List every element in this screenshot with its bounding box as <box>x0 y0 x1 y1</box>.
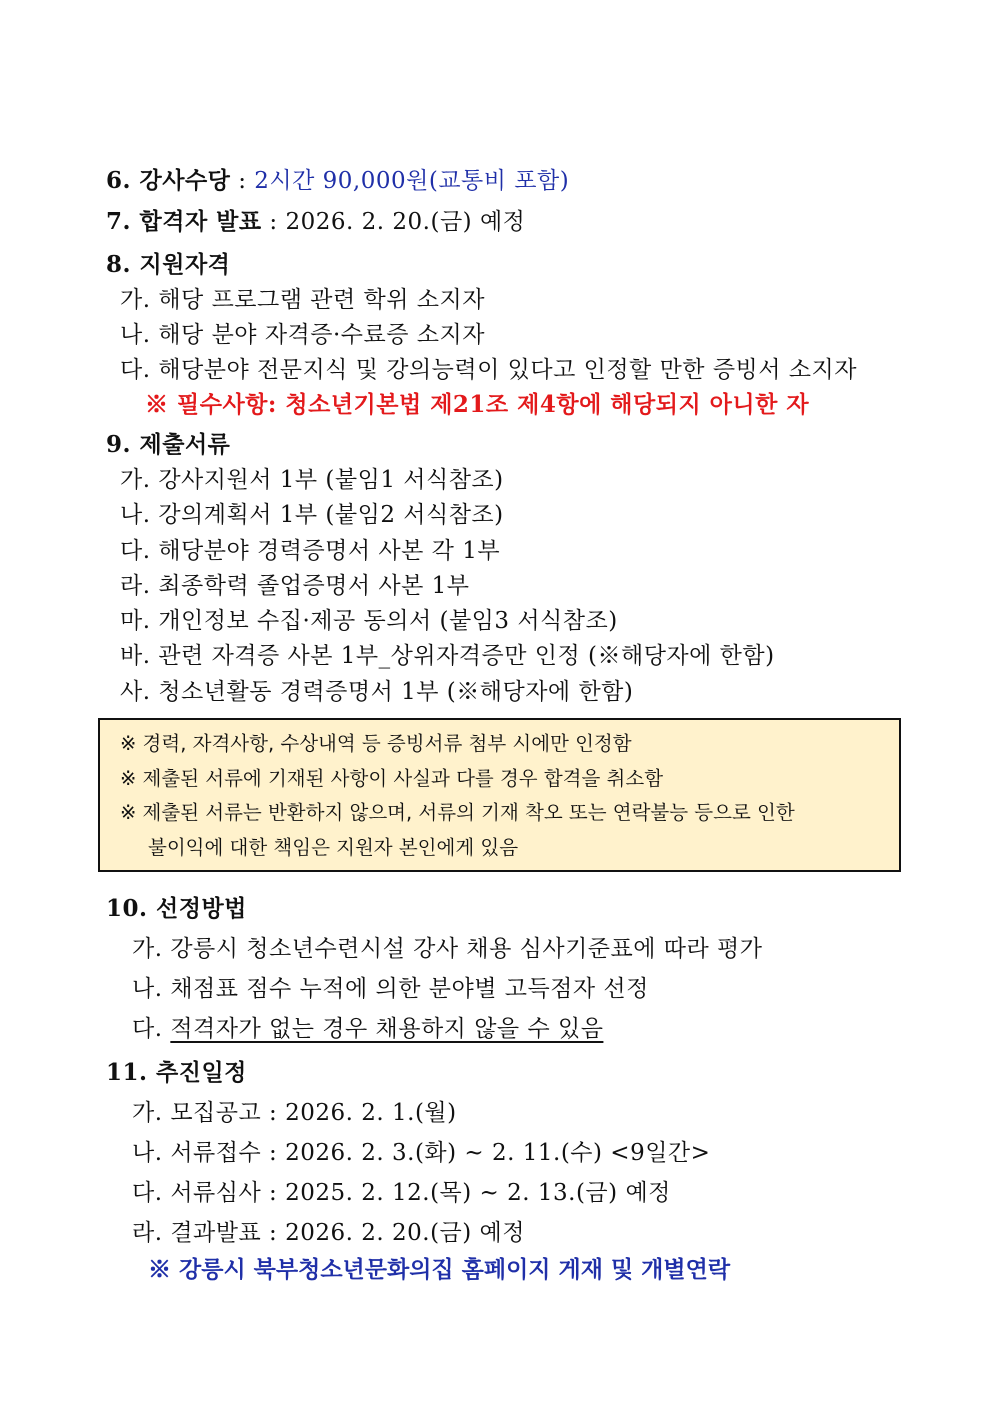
section-8-title: 8. 지원자격 <box>106 251 231 278</box>
section-10-item: 가. 강릉시 청소년수련시설 강사 채용 심사기준표에 따라 평가 <box>132 936 763 962</box>
section-6-value: 2시간 90,000원(교통비 포함) <box>254 168 570 194</box>
schedule-item: 다. 서류심사 : 2025. 2. 12.(목) ~ 2. 13.(금) 예정 <box>132 1180 671 1206</box>
section-8-item: 나. 해당 분야 자격증·수료증 소지자 <box>120 322 485 348</box>
schedule-item: 나. 서류접수 : 2026. 2. 3.(화) ~ 2. 11.(수) <9일간> <box>132 1140 711 1166</box>
section-8-item: 다. 해당분야 전문지식 및 강의능력이 있다고 인정할 만한 증빙서 소지자 <box>120 357 857 383</box>
section-7-label: 7. 합격자 발표 <box>106 208 262 235</box>
section-9-title: 9. 제출서류 <box>106 431 231 458</box>
section-7-value: : 2026. 2. 20.(금) 예정 <box>261 209 526 235</box>
required-qualification-note: ※ 필수사항: 청소년기본법 제21조 제4항에 해당되지 아니한 자 <box>145 391 810 418</box>
section-8-item: 가. 해당 프로그램 관련 학위 소지자 <box>120 287 485 313</box>
section-10-item-prefix: 다. <box>132 1016 171 1042</box>
section-9-item: 다. 해당분야 경력증명서 사본 각 1부 <box>120 538 501 564</box>
notice-line: ※ 제출된 서류는 반환하지 않으며, 서류의 기재 착오 또는 연락불능 등으로 인한 <box>120 801 795 824</box>
section-11-title: 11. 추진일정 <box>106 1059 247 1086</box>
section-10-item: 나. 채점표 점수 누적에 의한 분야별 고득점자 선정 <box>132 976 649 1002</box>
notice-line: ※ 경력, 자격사항, 수상내역 등 증빙서류 첨부 시에만 인정함 <box>120 732 632 755</box>
section-9-item: 바. 관련 자격증 사본 1부_상위자격증만 인정 (※해당자에 한함) <box>120 643 775 669</box>
section-10-title: 10. 선정방법 <box>106 895 247 922</box>
section-9-item: 나. 강의계획서 1부 (붙임2 서식참조) <box>120 502 504 528</box>
notice-line: ※ 제출된 서류에 기재된 사항이 사실과 다를 경우 합격을 취소함 <box>120 767 664 790</box>
section-10-item <box>132 1014 603 1044</box>
announcement-note: ※ 강릉시 북부청소년문화의집 홈페이지 게재 및 개별연락 <box>148 1256 731 1283</box>
section-6-sep: : <box>230 168 255 194</box>
schedule-item: 라. 결과발표 : 2026. 2. 20.(금) 예정 <box>132 1220 525 1246</box>
section-10-item-underlined: 적격자가 없는 경우 채용하지 않을 수 있음 <box>170 1016 604 1042</box>
section-7-line <box>106 207 525 237</box>
notice-line: 불이익에 대한 책임은 지원자 본인에게 있음 <box>148 836 519 859</box>
section-9-item: 라. 최종학력 졸업증명서 사본 1부 <box>120 573 470 599</box>
section-9-item: 사. 청소년활동 경력증명서 1부 (※해당자에 한함) <box>120 679 634 705</box>
schedule-item: 가. 모집공고 : 2026. 2. 1.(월) <box>132 1100 457 1126</box>
section-6-label: 6. 강사수당 <box>106 167 231 194</box>
section-6-line <box>106 166 569 196</box>
section-9-item: 마. 개인정보 수집·제공 동의서 (붙임3 서식참조) <box>120 608 618 634</box>
section-9-item: 가. 강사지원서 1부 (붙임1 서식참조) <box>120 467 504 493</box>
